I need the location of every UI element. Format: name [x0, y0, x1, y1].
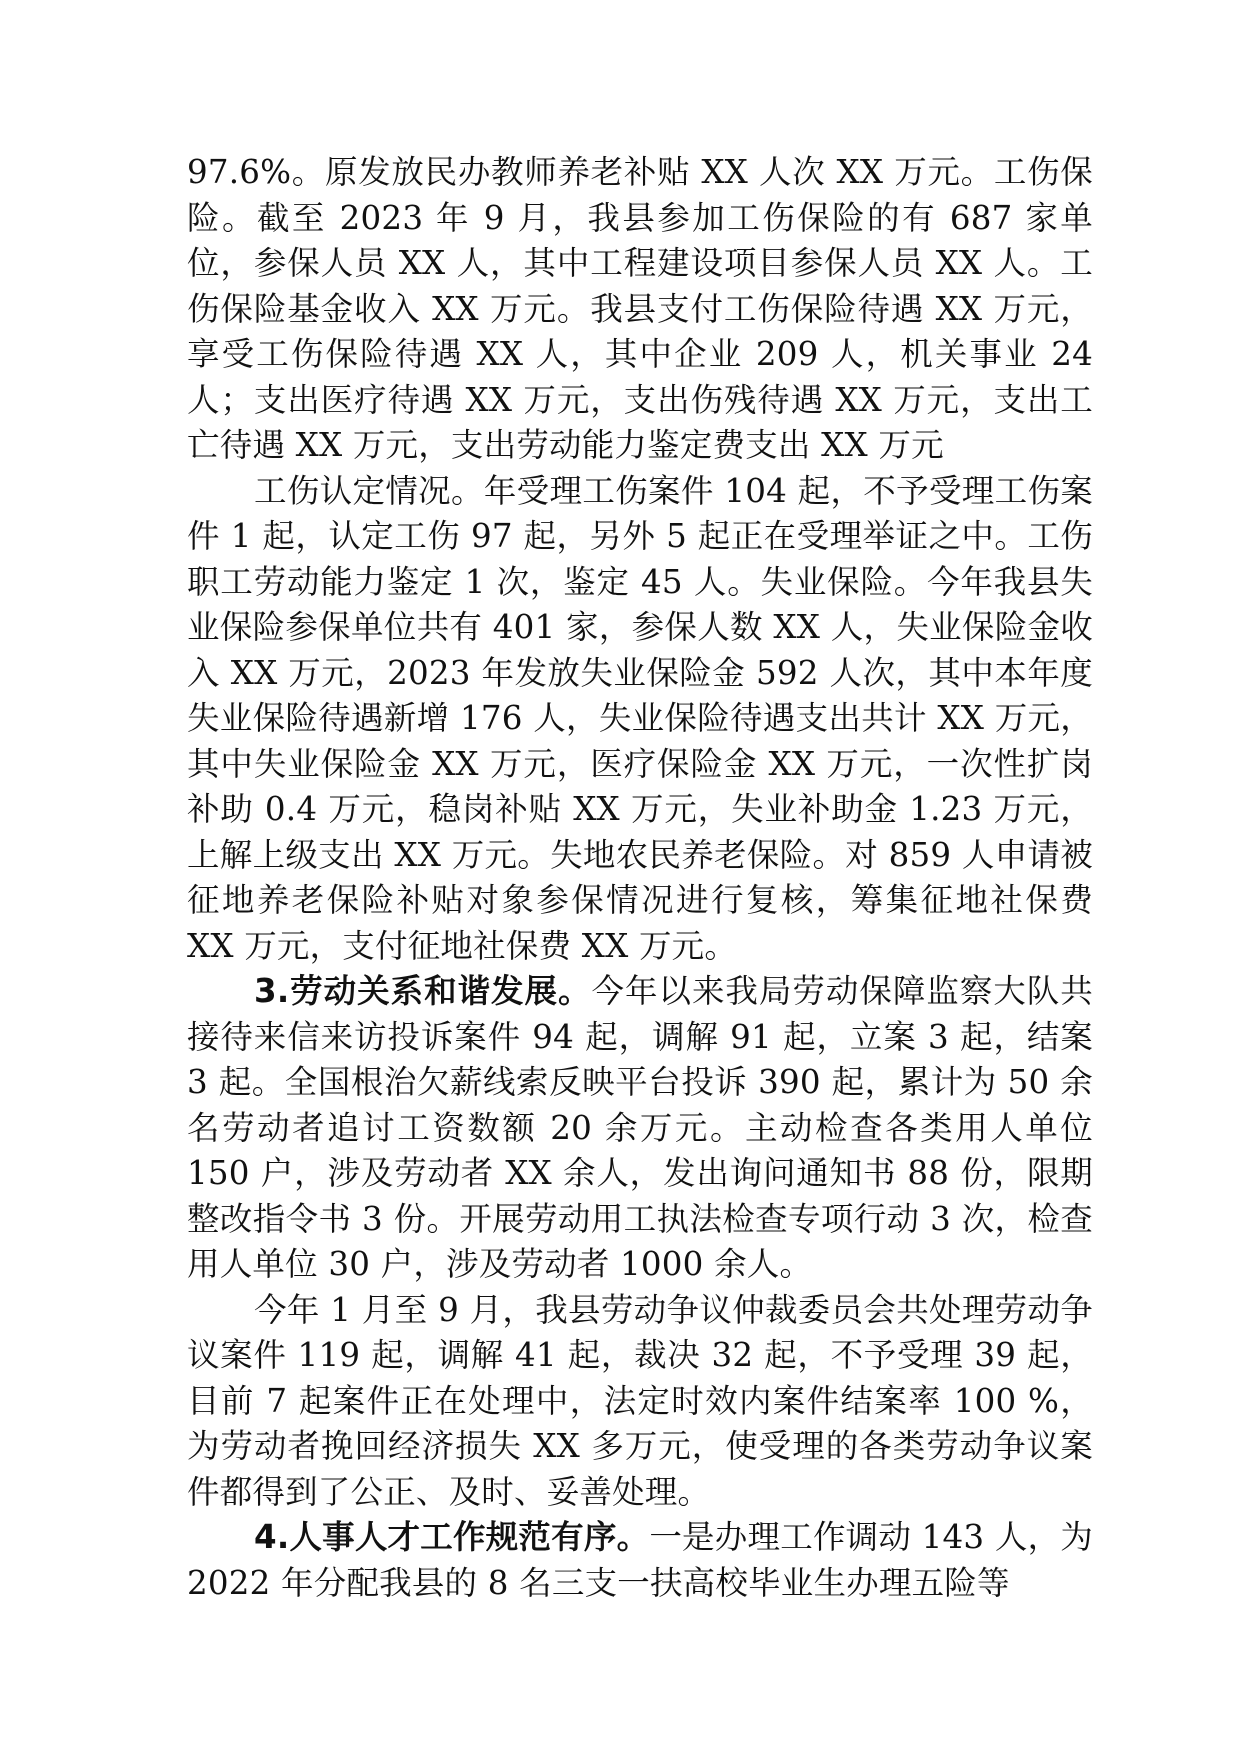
paragraph-3: [187, 969, 1093, 1288]
paragraph-1-text: 97.6%。原发放民办教师养老补贴 XX 人次 XX 万元。工伤保险。截至 2023 年 9 月，我县参加工伤保险的有 687 家单位，参保人员 XX 人，其中工程建设项目参保人员 XX 人。工伤保险基金收入 XX 万元。我县支付工伤保险待遇 XX 万元，享受工伤保险待遇 XX 人，其中企业 209 人，机关事业 24 人；支出医疗待遇 XX 万元，支出伤残待遇 XX 万元，支出工亡待遇 XX 万元，支出劳动能力鉴定费支出 XX 万元: [187, 153, 1093, 464]
paragraph-5: [187, 1515, 1093, 1606]
document-page: [187, 150, 1093, 1606]
section-heading-3: 3.劳动关系和谐发展。: [254, 972, 592, 1010]
paragraph-2: [187, 469, 1093, 970]
paragraph-3-text: 今年以来我局劳动保障监察大队共接待来信来访投诉案件 94 起，调解 91 起，立案 3 起，结案 3 起。全国根治欠薪线索反映平台投诉 390 起，累计为 50 余名劳动者追讨工资数额 20 余万元。主动检查各类用人单位 150 户，涉及劳动者 XX 余人，发出询问通知书 88 份，限期整改指令书 3 份。开展劳动用工执法检查专项行动 3 次，检查用人单位 30 户，涉及劳动者 1000 余人。: [187, 972, 1093, 1283]
paragraph-5-text: 一是办理工作调动 143 人，为 2022 年分配我县的 8 名三支一扶高校毕业生办理五险等: [187, 1518, 1093, 1602]
paragraph-4: [187, 1288, 1093, 1516]
paragraph-1: [187, 150, 1093, 469]
paragraph-4-text: 今年 1 月至 9 月，我县劳动争议仲裁委员会共处理劳动争议案件 119 起，调解 41 起，裁决 32 起，不予受理 39 起，目前 7 起案件正在处理中，法定时效内案件结案率 100 %，为劳动者挽回经济损失 XX 多万元，使受理的各类劳动争议案件都得到了公正、及时、妥善处理。: [187, 1290, 1093, 1511]
section-heading-4: 4.人事人才工作规范有序。: [254, 1518, 650, 1556]
paragraph-2-text: 工伤认定情况。年受理工伤案件 104 起，不予受理工伤案件 1 起，认定工伤 97 起，另外 5 起正在受理举证之中。工伤职工劳动能力鉴定 1 次，鉴定 45 人。失业保险。今年我县失业保险参保单位共有 401 家，参保人数 XX 人，失业保险金收入 XX 万元，2023 年发放失业保险金 592 人次，其中本年度失业保险待遇新增 176 人，失业保险待遇支出共计 XX 万元，其中失业保险金 XX 万元，医疗保险金 XX 万元，一次性扩岗补助 0.4 万元，稳岗补贴 XX 万元，失业补助金 1.23 万元，上解上级支出 XX 万元。失地农民养老保险。对 859 人申请被征地养老保险补贴对象参保情况进行复核，筹集征地社保费 XX 万元，支付征地社保费 XX 万元。: [187, 471, 1093, 965]
